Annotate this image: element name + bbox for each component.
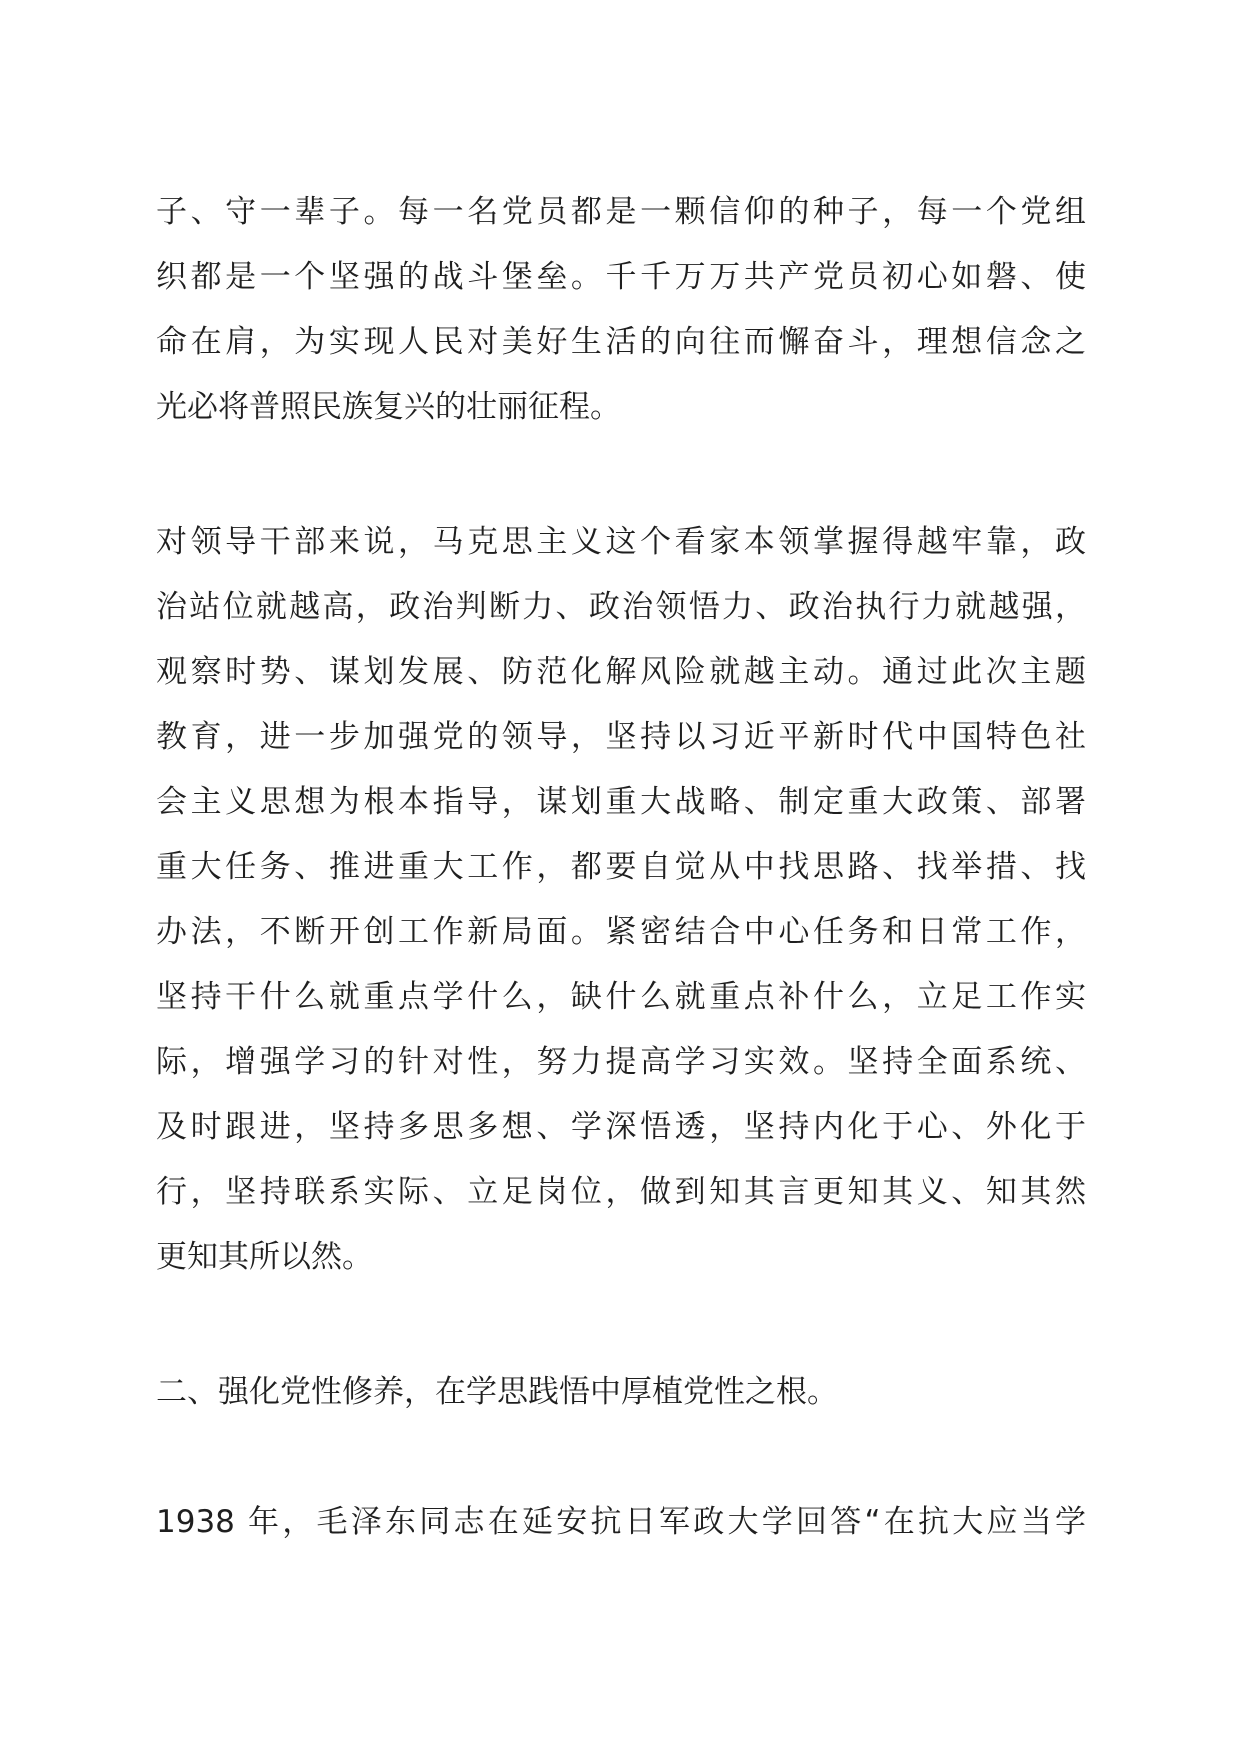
text-line: 行，坚持联系实际、立足岗位，做到知其言更知其义、知其然: [156, 1174, 1086, 1210]
text-line: 光必将普照民族复兴的壮丽征程。: [156, 389, 621, 425]
paragraph-1: [156, 180, 1086, 440]
text-line: 坚持干什么就重点学什么，缺什么就重点补什么，立足工作实: [156, 979, 1086, 1015]
text-line: 织都是一个坚强的战斗堡垒。千千万万共产党员初心如磐、使: [156, 259, 1086, 295]
text-line: 及时跟进，坚持多思多想、学深悟透，坚持内化于心、外化于: [156, 1109, 1086, 1145]
heading-line: 二、强化党性修养，在学思践悟中厚植党性之根。: [156, 1374, 838, 1410]
paragraph-3: [156, 1490, 1086, 1555]
section-heading: [156, 1360, 1086, 1425]
text-line: 对领导干部来说，马克思主义这个看家本领掌握得越牢靠，政: [156, 524, 1086, 560]
text-line: 办法，不断开创工作新局面。紧密结合中心任务和日常工作，: [156, 914, 1086, 950]
text-line: 重大任务、推进重大工作，都要自觉从中找思路、找举措、找: [156, 849, 1086, 885]
text-line: 命在肩，为实现人民对美好生活的向往而懈奋斗，理想信念之: [156, 324, 1086, 360]
text-line: 子、守一辈子。每一名党员都是一颗信仰的种子，每一个党组: [156, 194, 1086, 230]
text-line: 观察时势、谋划发展、防范化解风险就越主动。通过此次主题: [156, 654, 1086, 690]
text-line: 更知其所以然。: [156, 1239, 373, 1275]
text-line: 教育，进一步加强党的领导，坚持以习近平新时代中国特色社: [156, 719, 1086, 755]
text-line: 治站位就越高，政治判断力、政治领悟力、政治执行力就越强，: [156, 589, 1086, 625]
text-line: 会主义思想为根本指导，谋划重大战略、制定重大政策、部署: [156, 784, 1086, 820]
text-line: 际，增强学习的针对性，努力提高学习实效。坚持全面系统、: [156, 1044, 1086, 1080]
text-line: 1938 年，毛泽东同志在延安抗日军政大学回答“在抗大应当学: [156, 1504, 1086, 1540]
paragraph-2: [156, 510, 1086, 1290]
